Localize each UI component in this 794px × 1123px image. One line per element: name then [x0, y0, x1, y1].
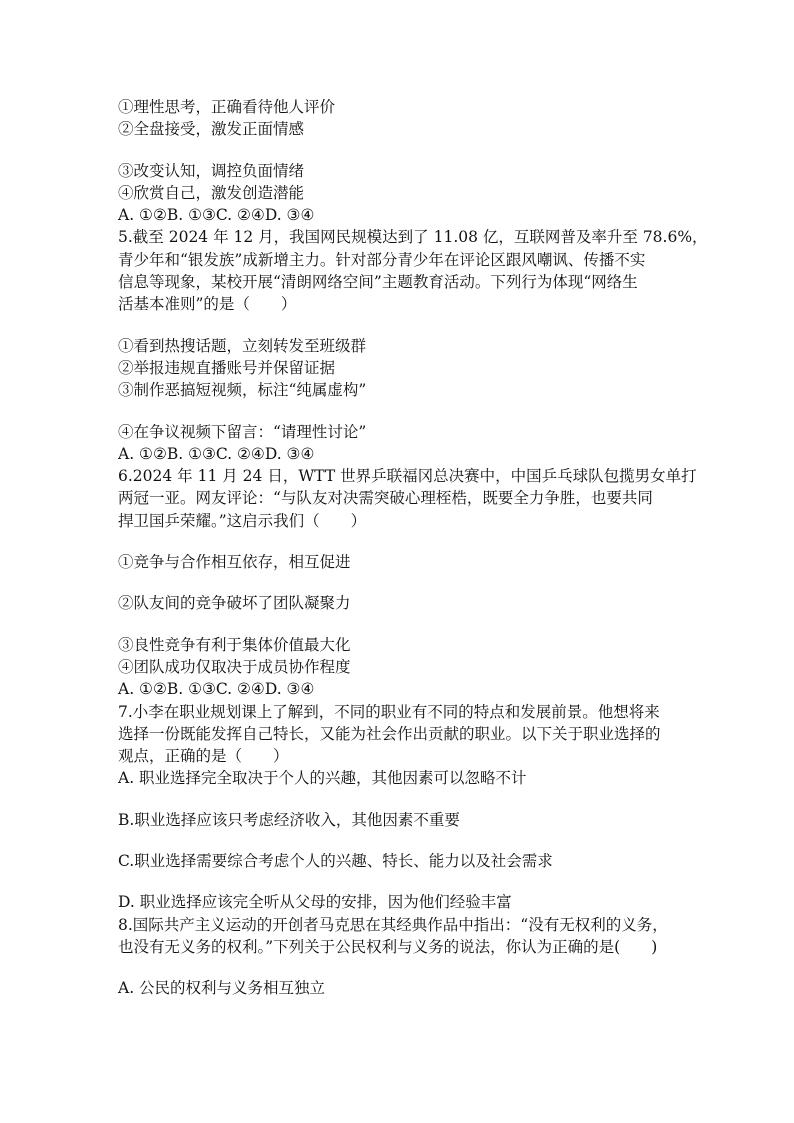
spacer [118, 532, 698, 551]
q7-stem-line-1: 7.小李在职业规划课上了解到，不同的职业有不同的特点和发展前景。他想将来 [118, 702, 660, 721]
q4-option-3: ③改变认知，调控负面情绪 [118, 161, 305, 180]
q4-option-4: ④欣赏自己，激发创造潜能 [118, 183, 305, 202]
q6-option-3: ③良性竞争有利于集体价值最大化 [118, 635, 351, 654]
spacer [118, 615, 698, 634]
q5-option-2: ②举报违规直播账号并保留证据 [118, 358, 336, 377]
q6-option-2: ②队友间的竞争破坏了团队凝聚力 [118, 594, 351, 613]
q6-stem-line-3: 捍卫国乒荣耀。”这启示我们（ ） [118, 511, 367, 530]
q5-option-1: ①看到热搜话题，立刻转发至班级群 [118, 336, 367, 355]
q8-stem-line-2: 也没有无义务的权利。”下列关于公民权利与义务的说法，你认为正确的是( ) [118, 937, 658, 956]
q8-stem-line-1: 8.国际共产主义运动的开创者马克思在其经典作品中指出：“没有无权利的义务， [118, 915, 668, 934]
q7-option-d: D. 职业选择应该完全听从父母的安排，因为他们经验丰富 [118, 893, 512, 912]
spacer [118, 958, 698, 977]
q6-option-1: ①竞争与合作相互依存，相互促进 [118, 553, 351, 572]
q6-stem-line-2: 两冠一亚。网友评论：“与队友对决需突破心理桎梏，既要全力争胜，也要共同 [118, 489, 653, 508]
q5-option-3: ③制作恶搞短视频，标注“纯属虚构” [118, 381, 367, 400]
q7-stem-line-3: 观点，正确的是（ ） [118, 747, 289, 766]
spacer [118, 790, 698, 809]
q5-stem-line-4: 活基本准则”的是（ ） [118, 295, 297, 314]
q7-stem-line-2: 选择一份既能发挥自己特长，又能为社会作出贡献的职业。以下关于职业选择的 [118, 724, 661, 743]
q5-stem-line-1: 5.截至 2024 年 12 月，我国网民规模达到了 11.08 亿，互联网普及率升至 78.6%， [118, 228, 708, 247]
q6-stem-line-1: 6.2024 年 11 月 24 日，WTT 世界乒联福冈总决赛中，中国乒乓球队包揽男女单打 [118, 467, 697, 486]
spacer [118, 316, 698, 335]
spacer [118, 141, 698, 160]
exam-page [118, 96, 708, 1000]
q8-option-a: A. 公民的权利与义务相互独立 [118, 979, 326, 998]
q7-option-c: C.职业选择需要综合考虑个人的兴趣、特长、能力以及社会需求 [118, 852, 553, 871]
q4-option-1: ①理性思考，正确看待他人评价 [118, 98, 336, 116]
spacer [118, 402, 698, 421]
q4-choices: A. ①②B. ①③C. ②④D. ③④ [118, 206, 315, 225]
q7-option-b: B.职业选择应该只考虑经济收入，其他因素不重要 [118, 810, 460, 829]
q6-option-4: ④团队成功仅取决于成员协作程度 [118, 657, 351, 676]
spacer [118, 872, 698, 891]
q5-option-4: ④在争议视频下留言：“请理性讨论” [118, 422, 367, 441]
q6-choices: A. ①②B. ①③C. ②④D. ③④ [118, 680, 315, 699]
q5-stem-line-3: 信息等现象，某校开展“清朗网络空间”主题教育活动。下列行为体现“网络生 [118, 273, 638, 292]
q5-choices: A. ①②B. ①③C. ②④D. ③④ [118, 444, 315, 463]
q5-stem-line-2: 青少年和“银发族”成新增主力。针对部分青少年在评论区跟风嘲讽、传播不实 [118, 250, 646, 269]
spacer [118, 831, 698, 850]
q7-option-a: A. 职业选择完全取决于个人的兴趣，其他因素可以忽略不计 [118, 769, 527, 788]
spacer [118, 573, 698, 592]
q4-option-2: ②全盘接受，激发正面情感 [118, 120, 305, 139]
